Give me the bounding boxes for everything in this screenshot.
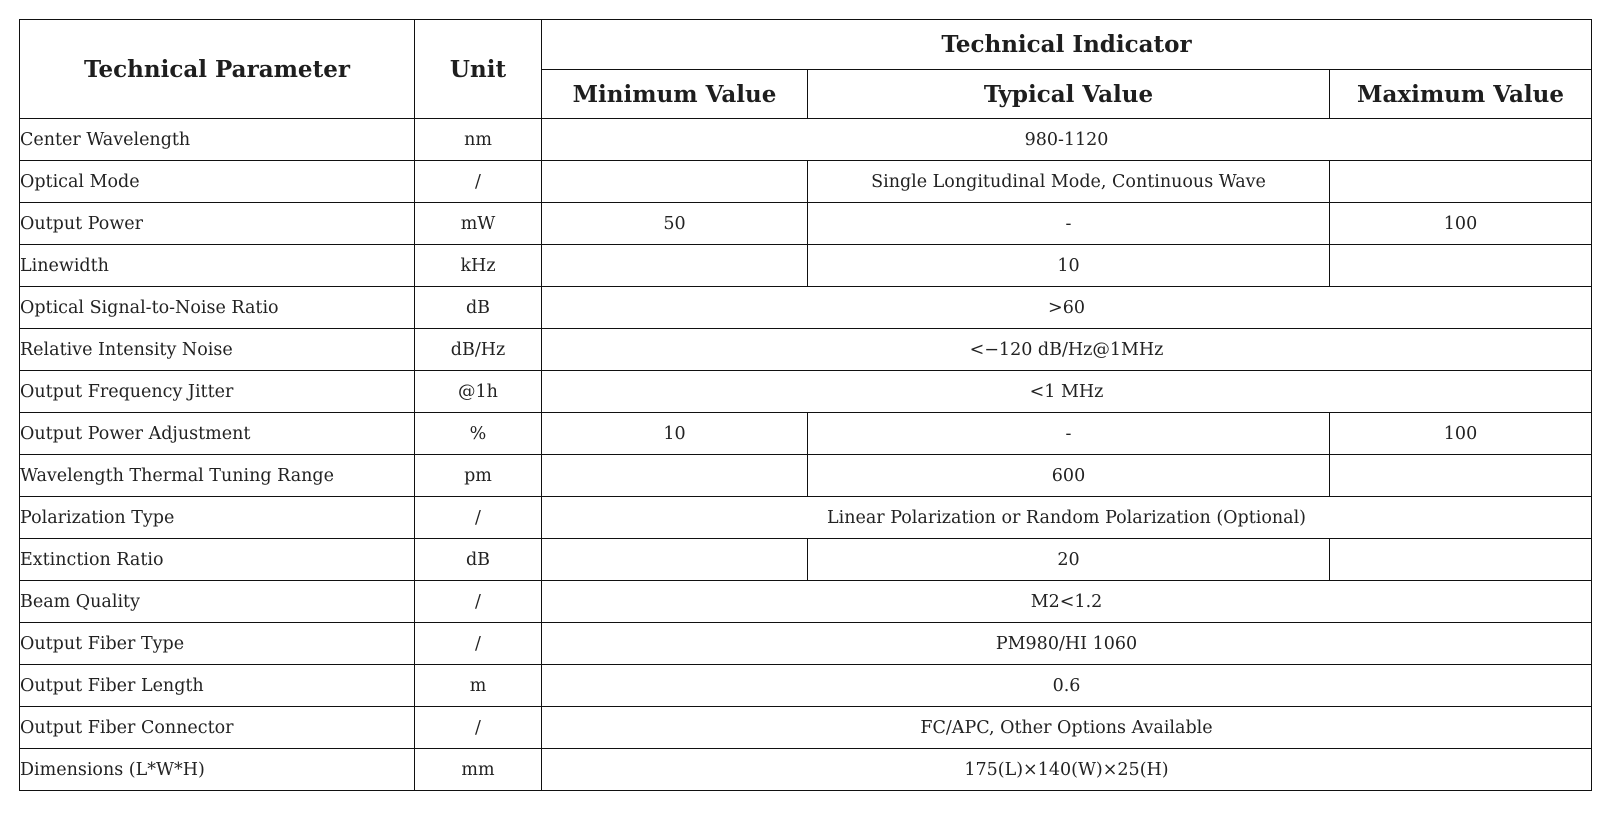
value-cell-merged: 0.6 bbox=[542, 665, 1592, 707]
header-unit: Unit bbox=[415, 20, 542, 119]
parameter-cell: Linewidth bbox=[20, 245, 415, 287]
unit-cell: nm bbox=[415, 119, 542, 161]
value-cell-merged: <−120 dB/Hz@1MHz bbox=[542, 329, 1592, 371]
table-row bbox=[20, 413, 1592, 455]
table-row bbox=[20, 203, 1592, 245]
parameter-cell: Dimensions (L*W*H) bbox=[20, 749, 415, 791]
header-row-1 bbox=[20, 20, 1592, 70]
parameter-cell: Optical Mode bbox=[20, 161, 415, 203]
parameter-cell: Beam Quality bbox=[20, 581, 415, 623]
unit-cell: m bbox=[415, 665, 542, 707]
typical-value-cell: - bbox=[808, 203, 1330, 245]
min-value-cell bbox=[542, 245, 808, 287]
table-row bbox=[20, 665, 1592, 707]
table-row bbox=[20, 539, 1592, 581]
unit-cell: dB bbox=[415, 287, 542, 329]
table-row bbox=[20, 371, 1592, 413]
value-cell-merged: M2<1.2 bbox=[542, 581, 1592, 623]
unit-cell: / bbox=[415, 161, 542, 203]
header-typical-value: Typical Value bbox=[808, 70, 1330, 119]
value-cell-merged: Linear Polarization or Random Polarization (Optional) bbox=[542, 497, 1592, 539]
unit-cell: pm bbox=[415, 455, 542, 497]
value-cell-merged: 980-1120 bbox=[542, 119, 1592, 161]
typical-value-cell: 600 bbox=[808, 455, 1330, 497]
value-cell-merged: >60 bbox=[542, 287, 1592, 329]
max-value-cell bbox=[1330, 455, 1592, 497]
parameter-cell: Output Fiber Connector bbox=[20, 707, 415, 749]
parameter-cell: Wavelength Thermal Tuning Range bbox=[20, 455, 415, 497]
unit-cell: % bbox=[415, 413, 542, 455]
header-maximum-value: Maximum Value bbox=[1330, 70, 1592, 119]
max-value-cell bbox=[1330, 539, 1592, 581]
typical-value-cell: 20 bbox=[808, 539, 1330, 581]
unit-cell: @1h bbox=[415, 371, 542, 413]
min-value-cell bbox=[542, 161, 808, 203]
unit-cell: mW bbox=[415, 203, 542, 245]
header-technical-indicator: Technical Indicator bbox=[542, 20, 1592, 70]
unit-cell: dB/Hz bbox=[415, 329, 542, 371]
table-row bbox=[20, 119, 1592, 161]
unit-cell: mm bbox=[415, 749, 542, 791]
table-row bbox=[20, 455, 1592, 497]
header-technical-parameter: Technical Parameter bbox=[20, 20, 415, 119]
typical-value-cell: - bbox=[808, 413, 1330, 455]
value-cell-merged: FC/APC, Other Options Available bbox=[542, 707, 1592, 749]
unit-cell: / bbox=[415, 497, 542, 539]
table-row bbox=[20, 623, 1592, 665]
table-row bbox=[20, 497, 1592, 539]
value-cell-merged: PM980/HI 1060 bbox=[542, 623, 1592, 665]
parameter-cell: Center Wavelength bbox=[20, 119, 415, 161]
table-row bbox=[20, 707, 1592, 749]
parameter-cell: Polarization Type bbox=[20, 497, 415, 539]
parameter-cell: Output Power Adjustment bbox=[20, 413, 415, 455]
typical-value-cell: Single Longitudinal Mode, Continuous Wave bbox=[808, 161, 1330, 203]
parameter-cell: Optical Signal-to-Noise Ratio bbox=[20, 287, 415, 329]
unit-cell: / bbox=[415, 623, 542, 665]
max-value-cell bbox=[1330, 245, 1592, 287]
value-cell-merged: <1 MHz bbox=[542, 371, 1592, 413]
spec-table-container bbox=[19, 19, 1592, 791]
min-value-cell bbox=[542, 455, 808, 497]
min-value-cell: 10 bbox=[542, 413, 808, 455]
min-value-cell: 50 bbox=[542, 203, 808, 245]
table-row bbox=[20, 581, 1592, 623]
parameter-cell: Relative Intensity Noise bbox=[20, 329, 415, 371]
parameter-cell: Extinction Ratio bbox=[20, 539, 415, 581]
unit-cell: dB bbox=[415, 539, 542, 581]
max-value-cell: 100 bbox=[1330, 203, 1592, 245]
unit-cell: / bbox=[415, 707, 542, 749]
parameter-cell: Output Power bbox=[20, 203, 415, 245]
table-row bbox=[20, 161, 1592, 203]
technical-specifications-table bbox=[19, 19, 1592, 791]
value-cell-merged: 175(L)×140(W)×25(H) bbox=[542, 749, 1592, 791]
table-row bbox=[20, 245, 1592, 287]
parameter-cell: Output Fiber Type bbox=[20, 623, 415, 665]
max-value-cell bbox=[1330, 161, 1592, 203]
min-value-cell bbox=[542, 539, 808, 581]
max-value-cell: 100 bbox=[1330, 413, 1592, 455]
header-minimum-value: Minimum Value bbox=[542, 70, 808, 119]
unit-cell: kHz bbox=[415, 245, 542, 287]
typical-value-cell: 10 bbox=[808, 245, 1330, 287]
table-row bbox=[20, 749, 1592, 791]
table-row bbox=[20, 329, 1592, 371]
parameter-cell: Output Fiber Length bbox=[20, 665, 415, 707]
table-row bbox=[20, 287, 1592, 329]
parameter-cell: Output Frequency Jitter bbox=[20, 371, 415, 413]
unit-cell: / bbox=[415, 581, 542, 623]
